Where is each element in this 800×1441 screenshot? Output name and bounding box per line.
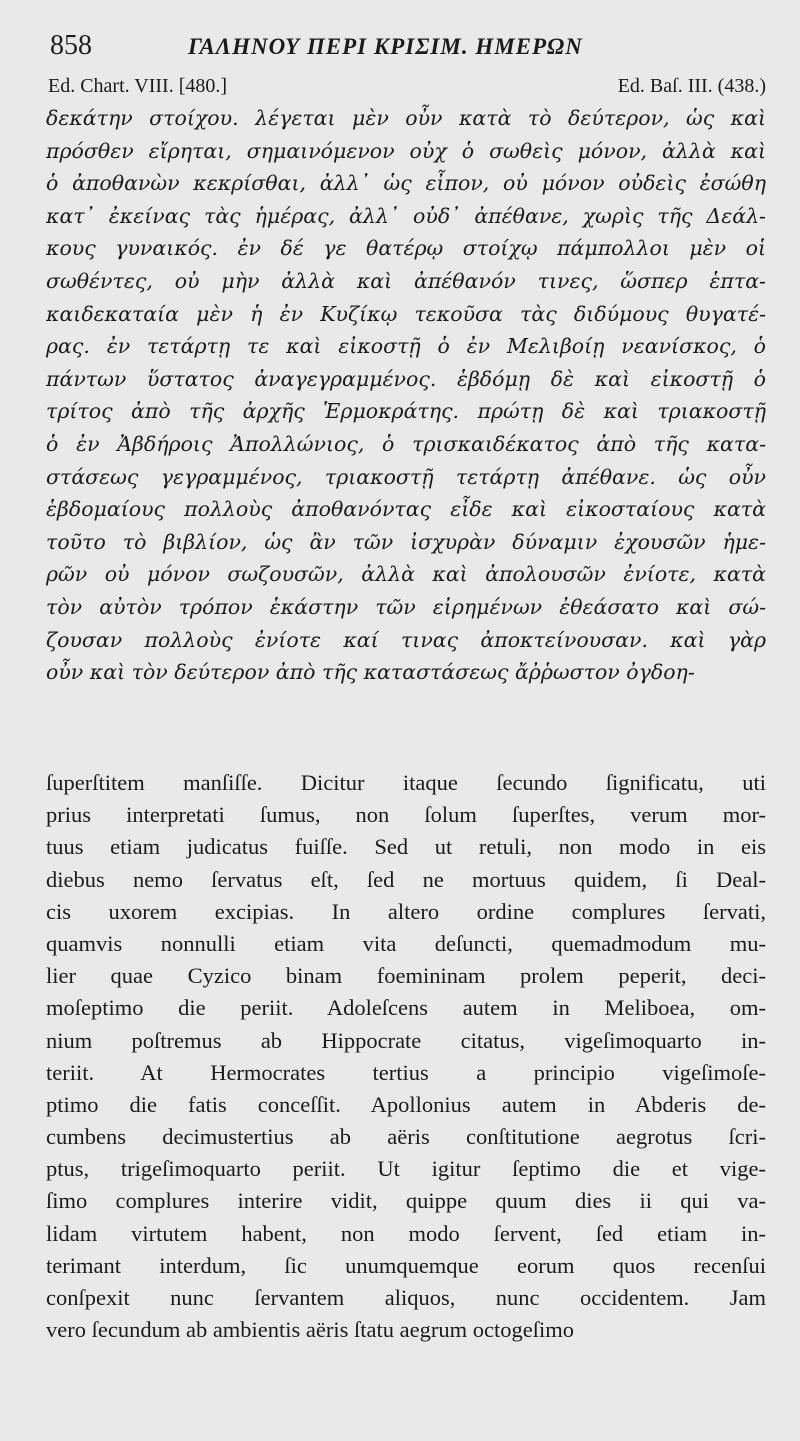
greek-text-line: πάντων ὕστατος ἀναγεγραμμένος. ἑβδόμῃ δὲ καὶ εἰκοστῇ ὁ [46,366,766,391]
greek-text-line: οὖν καὶ τὸν δεύτερον ἀπὸ τῆς καταστάσεως ἄῤῥωστον ὀγδοη- [46,660,695,685]
latin-text-line: teriit. At Hermocrates tertius a principio vigeſimoſe- [46,1059,766,1085]
latin-text-line: nium poſtremus ab Hippocrate citatus, vigeſimoquarto in- [46,1027,766,1053]
latin-text-line: ptimo die fatis conceſſit. Apollonius autem in Abderis de- [46,1091,766,1117]
latin-text-line: lier quae Cyzico binam foemininam prolem peperit, deci- [46,963,766,989]
greek-text-line: ὁ ἐν Ἀβδήροις Ἀπολλώνιος, ὁ τρισκαιδέκατος ἀπὸ τῆς κατα- [46,431,766,456]
greek-text-line: στάσεως γεγραμμένος, τριακοστῇ τετάρτῃ ἀπέθανε. ὡς οὖν [46,464,766,489]
latin-text-line: diebus nemo ſervatus eſt, ſed ne mortuus quidem, ſi Deal- [46,866,766,892]
greek-text-line: καιδεκαταία μὲν ἡ ἐν Κυζίκῳ τεκοῦσα τὰς διδύμους θυγατέ- [46,301,766,326]
greek-text-line: τρίτος ἀπὸ τῆς ἀρχῆς Ἑρμοκράτης. πρώτῃ δὲ καὶ τριακοστῇ [46,399,766,424]
latin-text-line: ſuperſtitem manſiſſe. Dicitur itaque ſecundo ſignificatu, uti [46,770,766,795]
latin-text-line: tuus etiam judicatus fuiſſe. Sed ut retuli, non modo in eis [46,834,766,860]
greek-text-line: ὁ ἀποθανὼν κεκρίσθαι, ἀλλ᾽ ὡς εἶπον, οὐ μόνον οὐδεὶς ἐσώθη [46,171,766,196]
edition-reference-basel: Ed. Baſ. III. (438.) [617,75,766,97]
edition-references [48,75,766,101]
latin-text-line: ptus, trigeſimoquarto periit. Ut igitur ſeptimo die et vige- [46,1156,766,1182]
latin-text-line: quamvis nonnulli etiam vita deſuncti, quemadmodum mu- [46,930,766,956]
greek-text-line: σωθέντες, οὐ μὴν ἀλλὰ καὶ ἀπέθανόν τινες, ὥσπερ ἑπτα- [46,268,766,293]
latin-text-line: conſpexit nunc ſervantem aliquos, nunc occidentem. Jam [46,1285,766,1310]
running-title: ΓΑΛΗΝΟΥ ΠΕΡΙ ΚΡΙΣΙΜ. ΗΜΕΡΩΝ [188,34,583,59]
greek-text-line: κους γυναικός. ἐν δέ γε θατέρῳ στοίχῳ πάμπολλοι μὲν οἱ [46,236,766,261]
greek-text-line: ρῶν οὐ μόνον σωζουσῶν, ἀλλὰ καὶ ἀπολουσῶν ἐνίοτε, κατὰ [46,562,766,587]
greek-text-line: πρόσθεν εἴρηται, σημαινόμενον οὐχ ὁ σωθεὶς μόνον, ἀλλὰ καὶ [46,138,766,163]
latin-text-line: vero ſecundum ab ambientis aëris ſtatu aegrum octogeſimo [46,1317,574,1343]
greek-text-line: ἑβδομαίους πολλοὺς ἀποθανόντας εἶδε καὶ εἰκοσταίους κατὰ [46,497,766,522]
latin-text-line: ſimo complures interire vidit, quippe quum dies ii qui va- [46,1188,766,1214]
greek-text-line: ζουσαν πολλοὺς ἐνίοτε καί τινας ἀποκτείνουσαν. καὶ γὰρ [46,627,766,652]
greek-text-line: ρας. ἐν τετάρτῃ τε καὶ εἰκοστῇ ὁ ἐν Μελιβοίῃ νεανίσκος, ὁ [46,334,766,359]
greek-text-line: δεκάτην στοίχου. λέγεται μὲν οὖν κατὰ τὸ δεύτερον, ὡς καὶ [46,106,766,130]
latin-text-line: terimant interdum, ſic unumquemque eorum quos recenſui [46,1252,766,1278]
latin-text-block [46,767,766,1346]
page-number: 858 [50,30,92,61]
latin-text-line: moſeptimo die periit. Adoleſcens autem in Meliboea, om- [46,995,766,1021]
latin-text-line: lidam virtutem habent, non modo ſervent, ſed etiam in- [46,1220,766,1246]
greek-text-line: κατ᾽ ἐκείνας τὰς ἡμέρας, ἀλλ᾽ οὐδ᾽ ἀπέθανε, χωρὶς τῆς Δεάλ- [46,203,766,228]
greek-text-block [46,102,766,689]
page-header [50,30,755,66]
latin-text-line: cis uxorem excipias. In altero ordine complures ſervati, [46,898,766,924]
greek-text-line: τὸν αὐτὸν τρόπον ἑκάστην τῶν εἰρημένων ἐθεάσατο καὶ σώ- [46,594,766,619]
edition-reference-chartier: Ed. Chart. VIII. [480.] [48,75,228,97]
latin-text-line: cumbens decimustertius ab aëris conſtitutione aegrotus ſcri- [46,1124,766,1150]
greek-text-line: τοῦτο τὸ βιβλίον, ὡς ἂν τῶν ἰσχυρὰν δύναμιν ἐχουσῶν ἡμε- [46,529,766,554]
latin-text-line: prius interpretati ſumus, non ſolum ſuperſtes, verum mor- [46,802,766,828]
